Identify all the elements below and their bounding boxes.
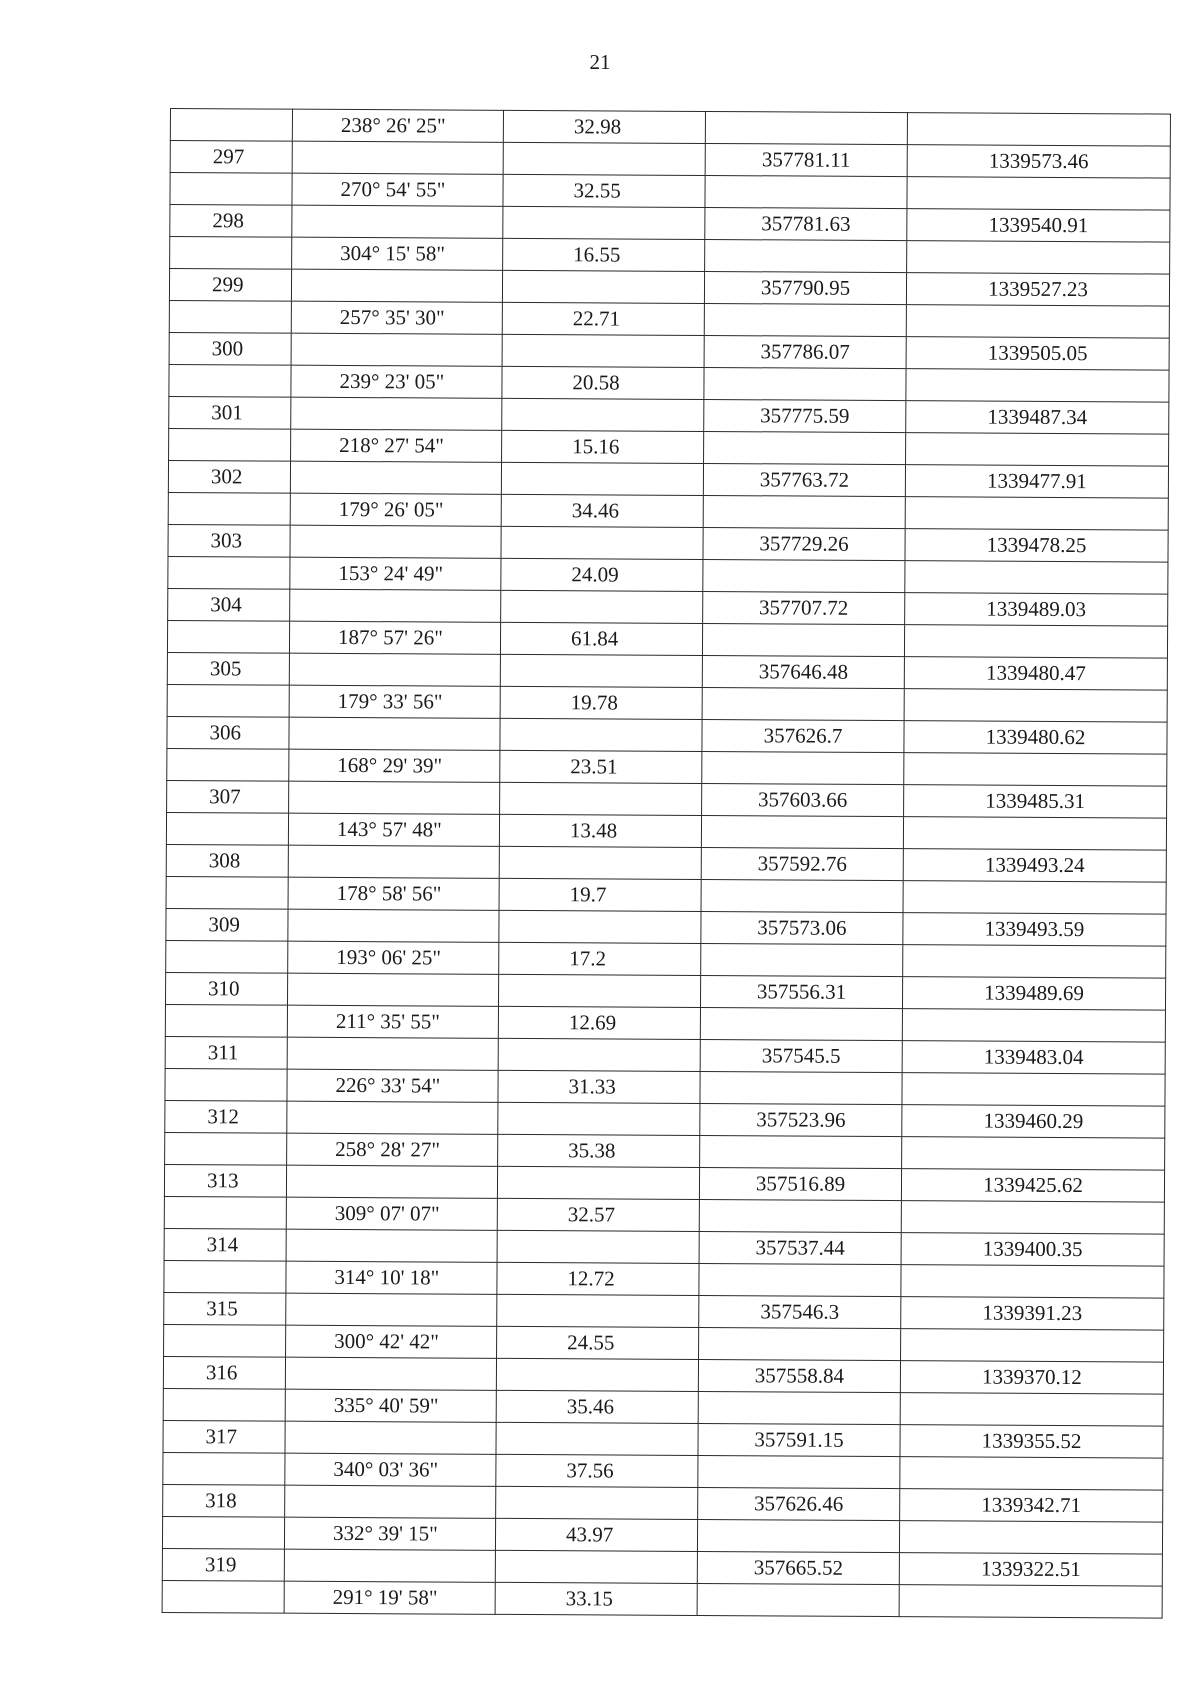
northing-cell: 357546.3 — [699, 1295, 901, 1328]
empty-cell — [498, 1038, 700, 1071]
empty-cell — [164, 1260, 286, 1293]
distance-cell: 24.09 — [501, 558, 703, 591]
bearing-cell: 304° 15' 58" — [292, 237, 503, 270]
traverse-table — [162, 108, 1171, 1619]
empty-cell — [503, 142, 705, 175]
empty-cell — [164, 1324, 286, 1357]
empty-cell — [701, 815, 903, 848]
easting-cell: 1339493.24 — [903, 849, 1166, 882]
empty-cell — [170, 237, 292, 270]
empty-cell — [500, 782, 702, 815]
station-cell: 313 — [164, 1164, 286, 1197]
empty-cell — [703, 559, 905, 592]
station-cell: 306 — [167, 716, 289, 749]
empty-cell — [904, 753, 1167, 786]
northing-cell: 357790.95 — [704, 271, 906, 304]
empty-cell — [290, 525, 501, 558]
northing-cell: 357626.7 — [702, 719, 904, 752]
bearing-cell: 257° 35' 30" — [291, 301, 502, 334]
empty-cell — [501, 462, 703, 495]
station-cell: 307 — [167, 780, 289, 813]
northing-cell: 357763.72 — [703, 463, 905, 496]
empty-cell — [905, 497, 1168, 530]
station-cell: 309 — [166, 908, 288, 941]
empty-cell — [170, 109, 292, 142]
bearing-cell: 168° 29' 39" — [289, 749, 500, 782]
empty-cell — [904, 689, 1167, 722]
empty-cell — [162, 1516, 284, 1549]
station-cell: 297 — [170, 141, 292, 174]
distance-cell: 61.84 — [500, 622, 702, 655]
empty-cell — [705, 111, 907, 144]
easting-cell: 1339460.29 — [902, 1105, 1165, 1138]
bearing-cell: 178° 58' 56" — [288, 877, 499, 910]
northing-cell: 357537.44 — [699, 1231, 901, 1264]
northing-cell: 357516.89 — [699, 1167, 901, 1200]
distance-cell: 35.46 — [496, 1390, 698, 1423]
empty-cell — [165, 1132, 287, 1165]
bearing-cell: 218° 27' 54" — [291, 429, 502, 462]
empty-cell — [497, 1294, 699, 1327]
empty-cell — [287, 1037, 498, 1070]
northing-cell: 357781.63 — [705, 207, 907, 240]
northing-cell: 357626.46 — [698, 1487, 900, 1520]
distance-cell: 15.16 — [502, 430, 704, 463]
distance-cell: 16.55 — [503, 238, 705, 271]
station-cell: 304 — [168, 588, 290, 621]
empty-cell — [287, 973, 498, 1006]
empty-cell — [702, 623, 904, 656]
empty-cell — [499, 846, 701, 879]
bearing-cell: 340° 03' 36" — [285, 1453, 496, 1486]
northing-cell: 357729.26 — [703, 527, 905, 560]
empty-cell — [289, 717, 500, 750]
empty-cell — [905, 561, 1168, 594]
survey-table — [162, 108, 1170, 1611]
distance-cell: 31.33 — [498, 1070, 700, 1103]
empty-cell — [497, 1166, 699, 1199]
empty-cell — [502, 270, 704, 303]
distance-cell: 24.55 — [497, 1326, 699, 1359]
distance-cell: 35.38 — [498, 1134, 700, 1167]
station-cell: 312 — [165, 1100, 287, 1133]
northing-cell: 357786.07 — [704, 335, 906, 368]
empty-cell — [701, 879, 903, 912]
easting-cell: 1339480.62 — [904, 721, 1167, 754]
empty-cell — [702, 687, 904, 720]
empty-cell — [290, 589, 501, 622]
bearing-cell: 258° 28' 27" — [287, 1133, 498, 1166]
empty-cell — [167, 748, 289, 781]
northing-cell: 357603.66 — [702, 783, 904, 816]
empty-cell — [169, 364, 291, 397]
empty-cell — [899, 1585, 1162, 1618]
empty-cell — [291, 269, 502, 302]
empty-cell — [902, 1009, 1165, 1042]
empty-cell — [901, 1329, 1164, 1362]
northing-cell: 357523.96 — [700, 1103, 902, 1136]
empty-cell — [166, 940, 288, 973]
empty-cell — [701, 943, 903, 976]
empty-cell — [705, 175, 907, 208]
distance-cell: 23.51 — [500, 750, 702, 783]
bearing-cell: 239° 23' 05" — [291, 365, 502, 398]
distance-cell: 32.98 — [503, 110, 705, 143]
easting-cell: 1339322.51 — [899, 1553, 1162, 1586]
empty-cell — [167, 684, 289, 717]
empty-cell — [700, 1007, 902, 1040]
easting-cell: 1339478.25 — [905, 529, 1168, 562]
empty-cell — [288, 845, 499, 878]
bearing-cell: 226° 33' 54" — [287, 1069, 498, 1102]
distance-cell: 33.15 — [495, 1582, 697, 1615]
northing-cell: 357707.72 — [703, 591, 905, 624]
bearing-cell: 187° 57' 26" — [289, 621, 500, 654]
page-number: 21 — [589, 50, 611, 74]
empty-cell — [907, 177, 1170, 210]
station-cell: 316 — [163, 1356, 285, 1389]
empty-cell — [496, 1486, 698, 1519]
bearing-cell: 193° 06' 25" — [288, 941, 499, 974]
empty-cell — [496, 1358, 698, 1391]
empty-cell — [285, 1485, 496, 1518]
easting-cell: 1339485.31 — [904, 785, 1167, 818]
empty-cell — [500, 654, 702, 687]
empty-cell — [704, 303, 906, 336]
bearing-cell: 332° 39' 15" — [284, 1517, 495, 1550]
northing-cell: 357646.48 — [702, 655, 904, 688]
distance-cell: 17.2 — [499, 942, 701, 975]
empty-cell — [702, 751, 904, 784]
bearing-cell: 143° 57' 48" — [288, 813, 499, 846]
empty-cell — [496, 1422, 698, 1455]
empty-cell — [503, 206, 705, 239]
empty-cell — [284, 1549, 495, 1582]
empty-cell — [170, 173, 292, 206]
empty-cell — [698, 1391, 900, 1424]
station-cell: 305 — [167, 652, 289, 685]
empty-cell — [292, 141, 503, 174]
easting-cell: 1339342.71 — [900, 1489, 1163, 1522]
empty-cell — [292, 205, 503, 238]
easting-cell: 1339480.47 — [904, 657, 1167, 690]
easting-cell: 1339573.46 — [907, 145, 1170, 178]
empty-cell — [162, 1580, 284, 1613]
easting-cell: 1339527.23 — [906, 273, 1169, 306]
empty-cell — [165, 1068, 287, 1101]
station-cell: 303 — [168, 524, 290, 557]
empty-cell — [163, 1452, 285, 1485]
empty-cell — [501, 590, 703, 623]
northing-cell: 357665.52 — [697, 1551, 899, 1584]
station-cell: 318 — [163, 1484, 285, 1517]
empty-cell — [899, 1521, 1162, 1554]
empty-cell — [498, 1102, 700, 1135]
station-cell: 311 — [165, 1036, 287, 1069]
station-cell: 300 — [169, 332, 291, 365]
empty-cell — [169, 428, 291, 461]
distance-cell: 32.57 — [497, 1198, 699, 1231]
northing-cell: 357592.76 — [701, 847, 903, 880]
empty-cell — [697, 1583, 899, 1616]
empty-cell — [164, 1196, 286, 1229]
empty-cell — [704, 431, 906, 464]
empty-cell — [901, 1201, 1164, 1234]
easting-cell: 1339493.59 — [903, 913, 1166, 946]
empty-cell — [286, 1293, 497, 1326]
empty-cell — [903, 817, 1166, 850]
empty-cell — [900, 1457, 1163, 1490]
empty-cell — [291, 333, 502, 366]
easting-cell: 1339355.52 — [900, 1425, 1163, 1458]
northing-cell: 357573.06 — [701, 911, 903, 944]
northing-cell: 357556.31 — [700, 975, 902, 1008]
empty-cell — [703, 495, 905, 528]
bearing-cell: 179° 33' 56" — [289, 685, 500, 718]
empty-cell — [495, 1550, 697, 1583]
distance-cell: 37.56 — [496, 1454, 698, 1487]
empty-cell — [167, 620, 289, 653]
distance-cell: 19.7 — [499, 878, 701, 911]
empty-cell — [907, 113, 1170, 146]
empty-cell — [705, 239, 907, 272]
distance-cell: 34.46 — [501, 494, 703, 527]
empty-cell — [286, 1165, 497, 1198]
distance-cell: 20.58 — [502, 366, 704, 399]
empty-cell — [699, 1327, 901, 1360]
bearing-cell: 238° 26' 25" — [292, 109, 503, 142]
empty-cell — [287, 1101, 498, 1134]
empty-cell — [904, 625, 1167, 658]
empty-cell — [290, 461, 501, 494]
station-cell: 301 — [169, 396, 291, 429]
easting-cell: 1339540.91 — [907, 209, 1170, 242]
easting-cell: 1339477.91 — [905, 465, 1168, 498]
distance-cell: 12.69 — [498, 1006, 700, 1039]
empty-cell — [289, 781, 500, 814]
empty-cell — [502, 398, 704, 431]
northing-cell: 357775.59 — [704, 399, 906, 432]
distance-cell: 19.78 — [500, 686, 702, 719]
northing-cell: 357781.11 — [705, 143, 907, 176]
bearing-cell: 153° 24' 49" — [290, 557, 501, 590]
bearing-cell: 335° 40' 59" — [285, 1389, 496, 1422]
empty-cell — [900, 1393, 1163, 1426]
easting-cell: 1339505.05 — [906, 337, 1169, 370]
station-cell: 314 — [164, 1228, 286, 1261]
station-cell: 315 — [164, 1292, 286, 1325]
northing-cell: 357591.15 — [698, 1423, 900, 1456]
empty-cell — [907, 241, 1170, 274]
easting-cell: 1339370.12 — [900, 1361, 1163, 1394]
empty-cell — [700, 1135, 902, 1168]
empty-cell — [166, 812, 288, 845]
empty-cell — [903, 945, 1166, 978]
bearing-cell: 291° 19' 58" — [284, 1581, 495, 1614]
easting-cell: 1339489.69 — [902, 977, 1165, 1010]
distance-cell: 13.48 — [499, 814, 701, 847]
station-cell: 310 — [165, 972, 287, 1005]
easting-cell: 1339391.23 — [901, 1297, 1164, 1330]
empty-cell — [285, 1357, 496, 1390]
empty-cell — [289, 653, 500, 686]
distance-cell: 43.97 — [495, 1518, 697, 1551]
empty-cell — [906, 433, 1169, 466]
empty-cell — [903, 881, 1166, 914]
easting-cell: 1339425.62 — [901, 1169, 1164, 1202]
empty-cell — [169, 300, 291, 333]
empty-cell — [285, 1421, 496, 1454]
empty-cell — [168, 492, 290, 525]
bearing-cell: 314° 10' 18" — [286, 1261, 497, 1294]
easting-cell: 1339400.35 — [901, 1233, 1164, 1266]
segment-row — [162, 1580, 1162, 1618]
station-cell: 298 — [170, 205, 292, 238]
empty-cell — [291, 397, 502, 430]
empty-cell — [704, 367, 906, 400]
empty-cell — [168, 556, 290, 589]
easting-cell: 1339489.03 — [905, 593, 1168, 626]
empty-cell — [699, 1263, 901, 1296]
distance-cell: 12.72 — [497, 1262, 699, 1295]
bearing-cell: 300° 42' 42" — [286, 1325, 497, 1358]
empty-cell — [501, 526, 703, 559]
empty-cell — [700, 1071, 902, 1104]
distance-cell: 32.55 — [503, 174, 705, 207]
easting-cell: 1339487.34 — [906, 401, 1169, 434]
empty-cell — [165, 1004, 287, 1037]
empty-cell — [698, 1455, 900, 1488]
distance-cell: 22.71 — [502, 302, 704, 335]
station-cell: 299 — [169, 269, 291, 302]
bearing-cell: 211° 35' 55" — [287, 1005, 498, 1038]
bearing-cell: 270° 54' 55" — [292, 173, 503, 206]
northing-cell: 357545.5 — [700, 1039, 902, 1072]
empty-cell — [500, 718, 702, 751]
empty-cell — [699, 1199, 901, 1232]
empty-cell — [901, 1265, 1164, 1298]
empty-cell — [697, 1519, 899, 1552]
station-cell: 302 — [168, 460, 290, 493]
empty-cell — [166, 876, 288, 909]
station-cell: 317 — [163, 1420, 285, 1453]
empty-cell — [906, 369, 1169, 402]
empty-cell — [163, 1388, 285, 1421]
empty-cell — [288, 909, 499, 942]
empty-cell — [497, 1230, 699, 1263]
bearing-cell: 179° 26' 05" — [290, 493, 501, 526]
empty-cell — [286, 1229, 497, 1262]
station-cell: 308 — [166, 844, 288, 877]
empty-cell — [502, 334, 704, 367]
empty-cell — [498, 974, 700, 1007]
easting-cell: 1339483.04 — [902, 1041, 1165, 1074]
empty-cell — [906, 305, 1169, 338]
station-cell: 319 — [162, 1548, 284, 1581]
empty-cell — [902, 1137, 1165, 1170]
empty-cell — [499, 910, 701, 943]
northing-cell: 357558.84 — [698, 1359, 900, 1392]
bearing-cell: 309° 07' 07" — [286, 1197, 497, 1230]
empty-cell — [902, 1073, 1165, 1106]
